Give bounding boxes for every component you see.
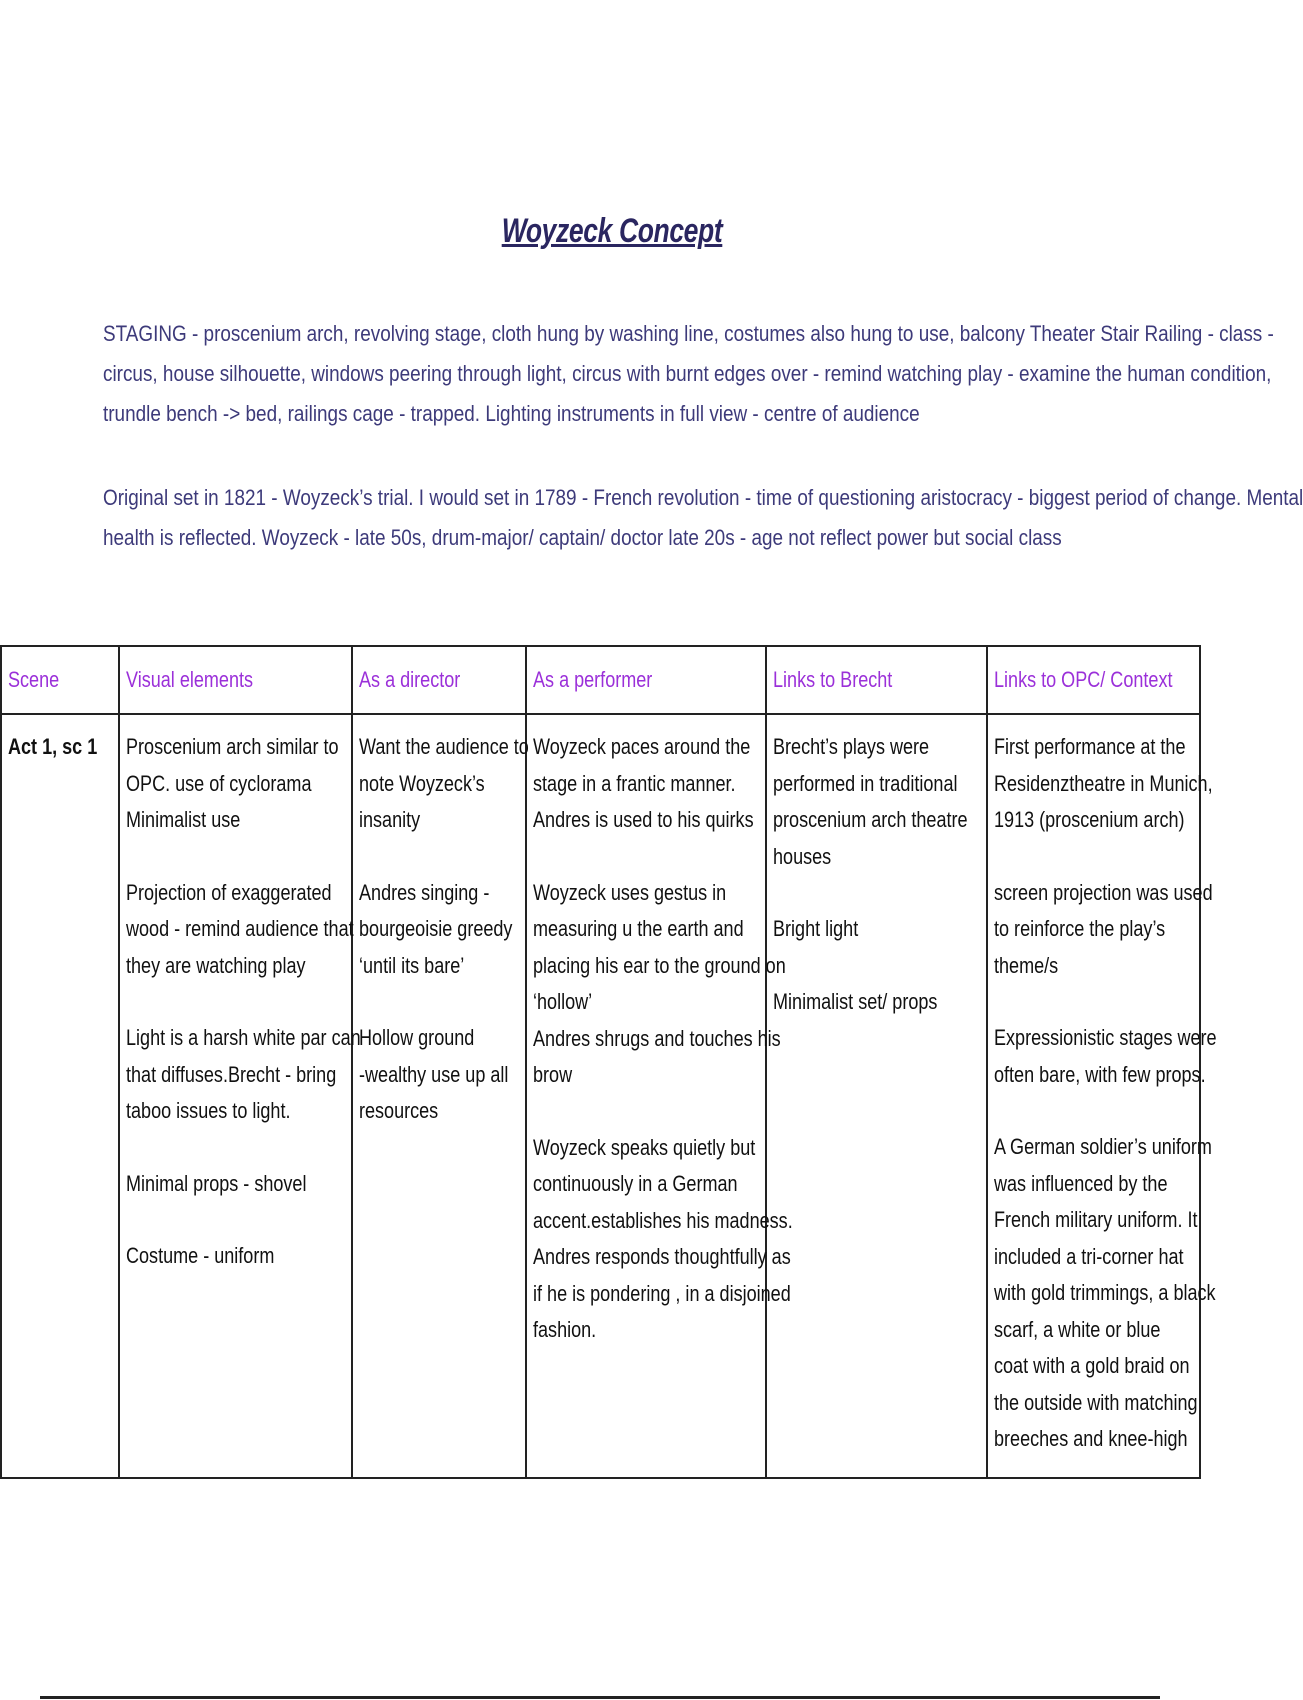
header-links-to-opc-context: Links to OPC/ Context (987, 646, 1200, 714)
blank-line (126, 984, 345, 1020)
blank-line (994, 1093, 1193, 1129)
blank-line (994, 984, 1193, 1020)
blank-line (773, 875, 980, 911)
cell-text-line: stage in a frantic manner. (533, 770, 736, 796)
text-line: STAGING - proscenium arch, revolving stage, cloth hung by washing line, costumes also hung to use, balcony Theater Stair Railing - class - (103, 321, 1274, 346)
header-visual-elements: Visual elements (119, 646, 352, 714)
cell-text-line: continuously in a German (533, 1171, 738, 1196)
cell-text-line: ‘until its bare’ (359, 952, 465, 978)
cell-text-line: ‘hollow’ (533, 989, 593, 1014)
cell-text-line: A German soldier’s uniform (994, 1134, 1212, 1159)
text-line: trundle bench -> bed, railings cage - trapped. Lighting instruments in full view - centre of audience (103, 401, 920, 426)
cell-text-line: Woyzeck speaks quietly but (533, 1134, 756, 1160)
cell-text-line: Projection of exaggerated (126, 879, 332, 905)
cell-text-line: fashion. (533, 1317, 597, 1342)
blank-line (533, 839, 759, 875)
cell-text-line: Woyzeck paces around the (533, 734, 751, 759)
cell-text-line: they are watching play (126, 952, 306, 978)
table-header-row (1, 646, 1200, 714)
cell-text-line: wood - remind audience that (126, 916, 354, 941)
cell-text-line: placing his ear to the ground on (533, 952, 786, 978)
cell-text-line: coat with a gold braid on (994, 1353, 1190, 1378)
cell-scene (1, 714, 119, 1478)
cell-text-line: measuring u the earth and (533, 916, 744, 941)
cell-text-line: was influenced by the (994, 1170, 1168, 1196)
text-line: Original set in 1821 - Woyzeck’s trial. I would set in 1789 - French revolution - time of questioning aristocracy - biggest period of change. Mental (103, 485, 1303, 510)
cell-text-line: Andres responds thoughtfully as (533, 1244, 791, 1269)
setting-paragraph (103, 478, 1303, 558)
cell-text-line: Expressionistic stages were (994, 1025, 1217, 1050)
cell-text-line: Costume - uniform (126, 1243, 275, 1268)
cell-text-line: Want the audience to (359, 734, 529, 759)
cell-text-line: houses (773, 843, 832, 869)
cell-text-line: if he is pondering , in a disjoined (533, 1280, 791, 1306)
cell-text-line: Brecht’s plays were (773, 734, 930, 759)
cell-text-line: OPC. use of cyclorama (126, 770, 312, 796)
header-as-a-director: As a director (352, 646, 526, 714)
cell-text-line: Minimal props - shovel (126, 1170, 307, 1196)
cell-text-line: -wealthy use up all (359, 1061, 509, 1087)
cell-text-line: performed in traditional (773, 770, 958, 796)
blank-line (126, 1130, 345, 1166)
staging-paragraph (103, 314, 1274, 434)
cell-text-line: Minimalist use (126, 807, 241, 832)
header-scene: Scene (1, 646, 119, 714)
footer-divider (40, 1696, 1160, 1699)
blank-line (994, 839, 1193, 875)
cell-text-line: the outside with matching (994, 1389, 1198, 1415)
header-links-to-brecht: Links to Brecht (766, 646, 987, 714)
cell-text-line: to reinforce the play’s (994, 916, 1166, 941)
blank-line (773, 948, 980, 984)
blank-line (126, 1202, 345, 1238)
cell-text-line: Bright light (773, 916, 859, 941)
cell-text-line: scarf, a white or blue (994, 1316, 1161, 1342)
cell-text-line: 1913 (proscenium arch) (994, 807, 1185, 832)
cell-text-line: Proscenium arch similar to (126, 734, 339, 759)
cell-text-line: accent.establishes his madness. (533, 1207, 793, 1233)
cell-text-line: French military uniform. It (994, 1207, 1198, 1232)
cell-text-line: included a tri-corner hat (994, 1243, 1184, 1269)
document-title: Woyzeck Concept (501, 212, 723, 250)
cell-text-line: Minimalist set/ props (773, 988, 938, 1014)
cell-text-line: Andres is used to his quirks (533, 807, 754, 832)
cell-text-line: with gold trimmings, a black (994, 1280, 1216, 1305)
table-row (1, 714, 1200, 1478)
cell-text-line: bourgeoisie greedy (359, 916, 513, 941)
cell-as-a-performer (526, 714, 793, 1478)
cell-links-to-opc-context (987, 714, 1217, 1478)
cell-text-line: insanity (359, 807, 421, 832)
cell-links-to-brecht (766, 714, 987, 1478)
cell-text-line: Residenztheatre in Munich, (994, 770, 1213, 796)
cell-text-line: Act 1, sc 1 (8, 734, 98, 759)
cell-text-line: Light is a harsh white par can (126, 1025, 361, 1050)
text-line: circus, house silhouette, windows peering through light, circus with burnt edges over - remind watching play - examine the human condition, (103, 361, 1272, 386)
cell-text-line: proscenium arch theatre (773, 807, 968, 832)
blank-line (359, 984, 519, 1020)
cell-visual-elements (119, 714, 361, 1478)
cell-text-line: that diffuses.Brecht - bring (126, 1061, 337, 1087)
blank-line (126, 839, 345, 875)
cell-as-a-director (352, 714, 529, 1478)
cell-text-line: Hollow ground (359, 1025, 475, 1050)
cell-text-line: theme/s (994, 952, 1059, 978)
cell-text-line: Woyzeck uses gestus in (533, 879, 727, 905)
cell-text-line: First performance at the (994, 734, 1186, 759)
cell-text-line: Andres shrugs and touches his (533, 1025, 781, 1051)
cell-text-line: often bare, with few props. (994, 1061, 1206, 1087)
text-line: health is reflected. Woyzeck - late 50s, drum-major/ captain/ doctor late 20s - age not reflect power but social class (103, 525, 1062, 550)
cell-text-line: breeches and knee-high (994, 1426, 1188, 1451)
cell-text-line: Andres singing - (359, 879, 490, 905)
blank-line (359, 839, 519, 875)
cell-text-line: note Woyzeck’s (359, 770, 485, 796)
concept-table (0, 645, 1217, 1479)
blank-line (533, 1094, 759, 1130)
cell-text-line: resources (359, 1098, 439, 1123)
cell-text-line: taboo issues to light. (126, 1098, 291, 1123)
cell-text-line: screen projection was used (994, 879, 1213, 905)
header-as-a-performer: As a performer (526, 646, 766, 714)
cell-text-line: brow (533, 1062, 573, 1087)
